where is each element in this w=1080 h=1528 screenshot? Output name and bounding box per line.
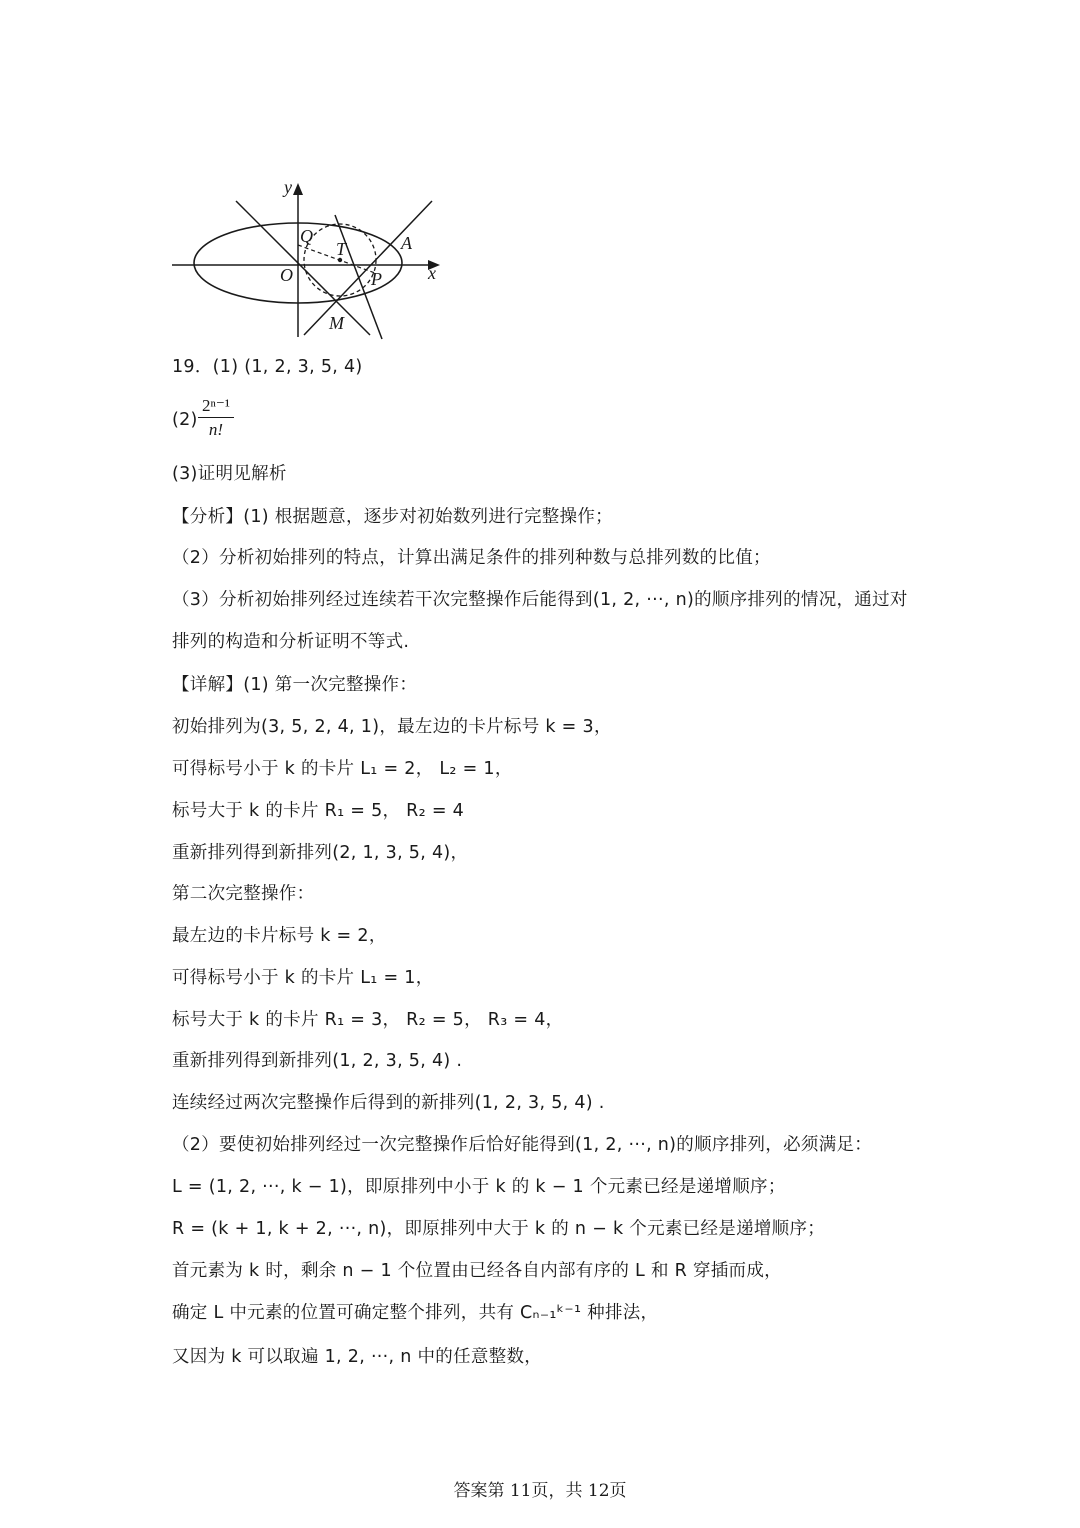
label-a: A [401, 233, 412, 253]
part2-line-6: 又因为 k 可以取遍 1, 2, ···, n 中的任意整数， [172, 1347, 543, 1367]
part2-line-2: L = (1, 2, ···, k − 1)，即原排列中小于 k 的 k − 1 个元素已经是递增顺序； [172, 1177, 786, 1197]
analysis-2: （2）分析初始排列的特点，计算出满足条件的排列种数与总排列数的比值； [172, 548, 771, 568]
analysis-3: （3）分析初始排列经过连续若干次完整操作后能得到(1, 2, ···, n)的顺序排列的情况，通过对 [172, 590, 908, 610]
analysis-3b: 排列的构造和分析证明不等式. [172, 632, 410, 652]
detail-line-3: 标号大于 k 的卡片 R₁ = 5， R₂ = 4 [172, 801, 465, 821]
q19-part2-prefix: (2) [172, 410, 198, 430]
fraction-numerator: 2ⁿ⁻¹ [202, 396, 230, 415]
label-y: y [284, 177, 292, 197]
label-p: P [371, 269, 382, 289]
label-o: O [280, 265, 293, 285]
fraction-bar [198, 417, 234, 418]
part2-line-1: （2）要使初始排列经过一次完整操作后恰好能得到(1, 2, ···, n)的顺序排列，必须满足： [172, 1135, 873, 1155]
part2-line-5: 确定 L 中元素的位置可确定整个排列，共有 Cₙ₋₁ᵏ⁻¹ 种排法， [172, 1303, 659, 1323]
ellipse-diagram [170, 175, 450, 340]
q19-part2-fraction [198, 396, 234, 441]
label-x: x [428, 263, 436, 283]
label-t: T [336, 239, 347, 259]
part2-line-3: R = (k + 1, k + 2, ···, n)，即原排列中大于 k 的 n − k 个元素已经是递增顺序； [172, 1219, 826, 1239]
y-axis-arrow [293, 183, 303, 195]
detail-line-5: 第二次完整操作： [172, 884, 315, 904]
detail-line-9: 重新排列得到新排列(1, 2, 3, 5, 4) . [172, 1051, 463, 1071]
label-m: M [329, 313, 344, 333]
fraction-denominator: n! [208, 420, 224, 439]
page-footer: 答案第 11页，共 12页 [453, 1481, 627, 1501]
q19-part3: (3)证明见解析 [172, 464, 287, 484]
ellipse-figure [170, 175, 450, 340]
q19-part1: 19．(1) (1, 2, 3, 5, 4) [172, 357, 363, 377]
detail-title: 【详解】(1) 第一次完整操作： [172, 675, 418, 695]
detail-line-8: 标号大于 k 的卡片 R₁ = 3， R₂ = 5， R₃ = 4， [172, 1010, 564, 1030]
detail-line-1: 初始排列为(3, 5, 2, 4, 1)，最左边的卡片标号 k = 3， [172, 717, 612, 737]
detail-line-6: 最左边的卡片标号 k = 2， [172, 926, 387, 946]
line-om [236, 201, 370, 335]
label-q: Q [300, 226, 313, 246]
analysis-title: 【分析】(1) 根据题意，逐步对初始数列进行完整操作； [172, 507, 613, 527]
detail-line-10: 连续经过两次完整操作后得到的新排列(1, 2, 3, 5, 4) . [172, 1093, 605, 1113]
part2-line-4: 首元素为 k 时，剩余 n − 1 个位置由已经各自内部有序的 L 和 R 穿插而成， [172, 1261, 782, 1281]
detail-line-7: 可得标号小于 k 的卡片 L₁ = 1， [172, 968, 434, 988]
detail-line-4: 重新排列得到新排列(2, 1, 3, 5, 4)， [172, 843, 469, 863]
detail-line-2: 可得标号小于 k 的卡片 L₁ = 2， L₂ = 1， [172, 759, 513, 779]
line-am [304, 201, 432, 335]
